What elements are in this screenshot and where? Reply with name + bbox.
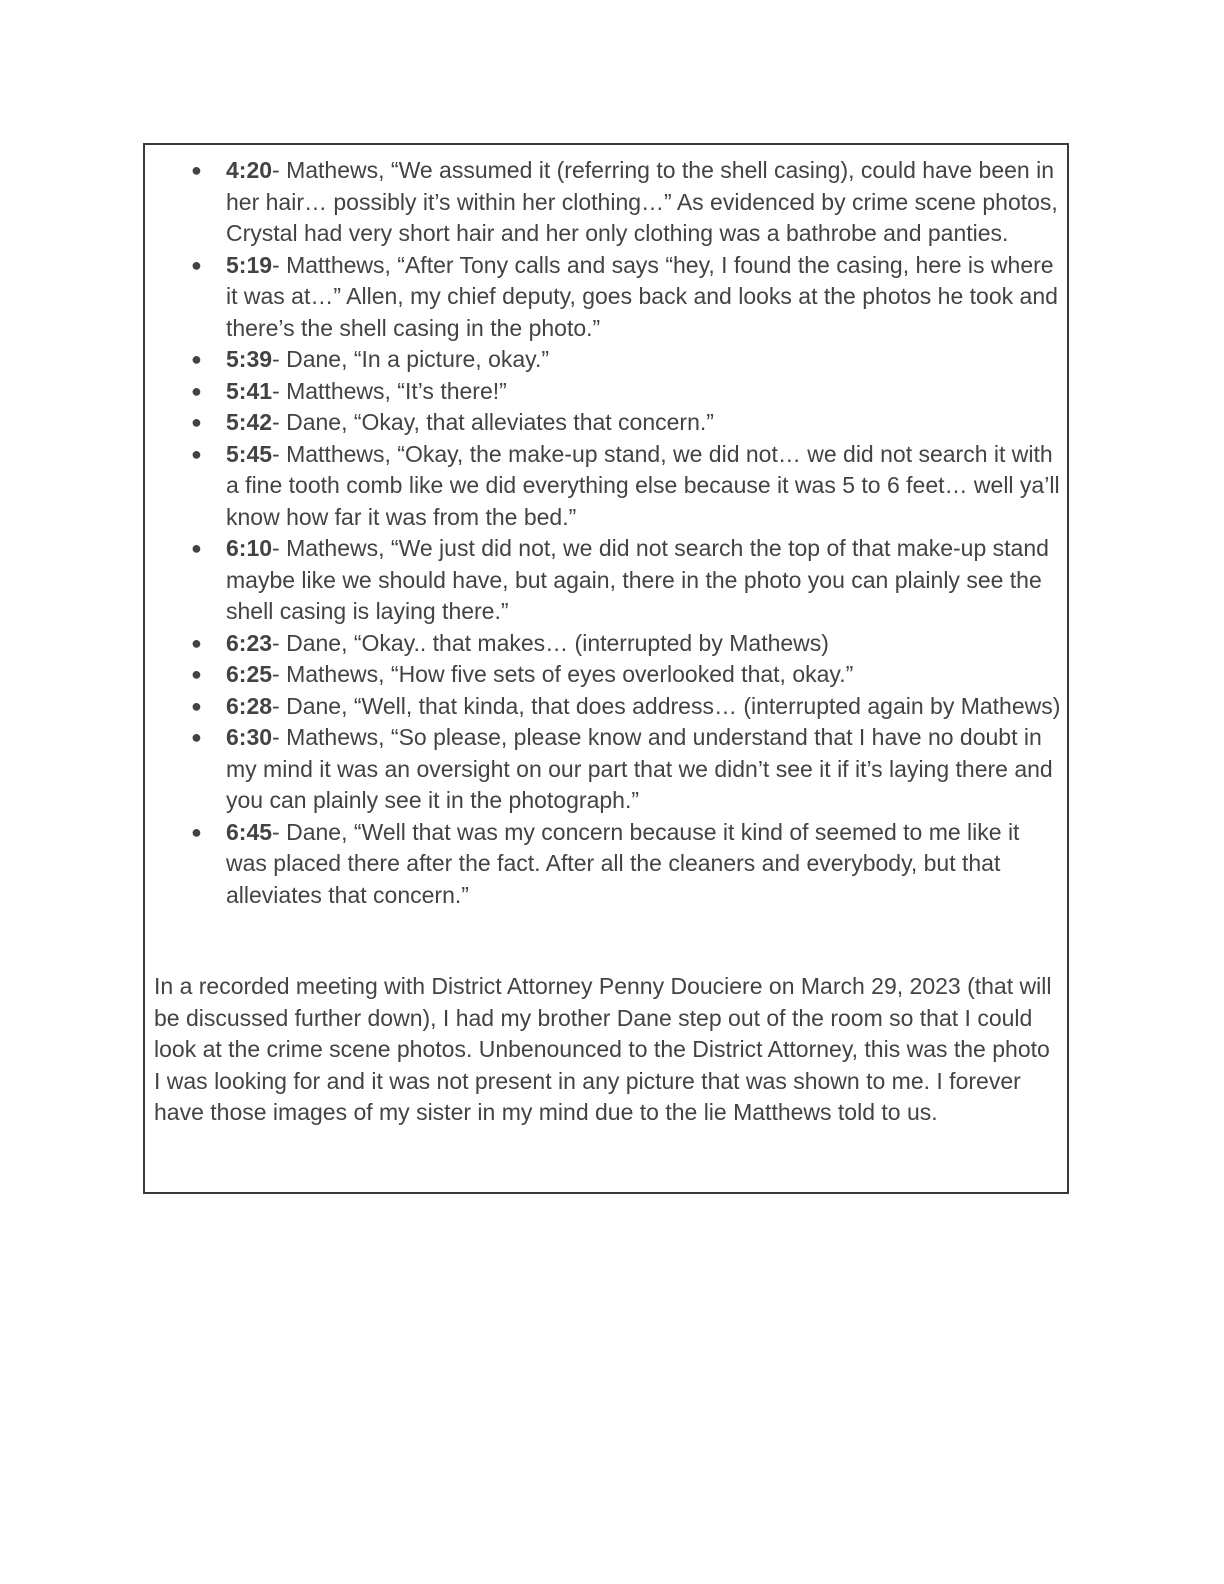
closing-paragraph: In a recorded meeting with District Attorney Penny Douciere on March 29, 2023 (that will be discussed further down), I had my brother Dane step out of the room so that I could look at the crime scene photos. Unbenounced to the District Attorney, this was the photo I was looking for and it was not present in any picture that was shown to me. I forever have those images of my sister in my mind due to the lie Matthews told to us. — [154, 973, 1052, 1125]
entry-text: - Dane, “In a picture, okay.” — [272, 346, 550, 372]
entry-text: - Mathews, “So please, please know and understand that I have no doubt in my mind it was an oversight on our part that we didn’t see it if it’s laying there and you can plainly see it in the photograph.” — [226, 724, 1053, 813]
list-item — [145, 659, 1069, 691]
entry-text: - Matthews, “Okay, the make-up stand, we did not… we did not search it with a fine tooth comb like we did everything else because it was 5 to 6 feet… well ya’ll know how far it was from the bed.” — [226, 440, 1060, 530]
entry-text: - Dane, “Well, that kinda, that does address… (interrupted again by Mathews) — [272, 692, 1061, 719]
bullet-icon: ● — [191, 349, 202, 369]
bullet-icon: ● — [191, 160, 202, 180]
timestamp: 6:25 — [226, 661, 273, 687]
entry-text: - Matthews, “It’s there!” — [272, 377, 507, 404]
entry-text: - Mathews, “We assumed it (referring to the shell casing), could have been in her hair… possibly it’s within her clothing…” As evidenced by crime scene photos, Crystal had very short hair and her only clothing was a bathrobe and panties. — [226, 157, 1058, 246]
timestamp: 6:10 — [226, 535, 273, 561]
list-item — [145, 439, 1069, 534]
bullet-icon: ● — [191, 254, 202, 275]
timestamp: 6:30 — [226, 724, 273, 750]
list-item — [145, 628, 1069, 660]
timestamp: 6:28 — [226, 692, 273, 719]
transcript-box — [143, 143, 1069, 1194]
entry-text: - Matthews, “After Tony calls and says “hey, I found the casing, here is where it was at…” Allen, my chief deputy, goes back and looks at the photos he took and there’s the shell casing in the photo.” — [226, 251, 1058, 341]
bullet-icon: ● — [191, 695, 202, 716]
list-item — [145, 344, 1069, 376]
timestamp: 5:19 — [226, 251, 273, 278]
list-item — [145, 691, 1069, 723]
bullet-icon: ● — [191, 727, 202, 747]
list-item — [145, 533, 1069, 628]
timestamp: 6:23 — [226, 629, 273, 656]
timestamp: 5:42 — [226, 409, 273, 435]
list-item — [145, 376, 1069, 408]
entry-text: - Dane, “Well that was my concern because it kind of seemed to me like it was placed there after the fact. After all the cleaners and everybody, but that alleviates that concern.” — [226, 818, 1020, 908]
timestamp: 6:45 — [226, 818, 273, 845]
list-item — [145, 155, 1069, 250]
entry-text: - Dane, “Okay.. that makes… (interrupted by Mathews) — [272, 629, 829, 656]
list-item — [145, 250, 1069, 345]
list-item — [145, 407, 1069, 439]
bullet-icon: ● — [191, 380, 202, 401]
timestamp: 5:41 — [226, 377, 273, 404]
bullet-icon: ● — [191, 538, 202, 558]
bullet-icon: ● — [191, 821, 202, 842]
entry-text: - Mathews, “How five sets of eyes overlooked that, okay.” — [272, 661, 854, 687]
entry-text: - Mathews, “We just did not, we did not search the top of that make-up stand maybe like we should have, but again, there in the photo you can plainly see the shell casing is laying there.” — [226, 535, 1049, 624]
timestamp: 5:39 — [226, 346, 273, 372]
bullet-icon: ● — [191, 412, 202, 432]
timestamp-list — [145, 155, 1069, 911]
timestamp: 4:20 — [226, 157, 273, 183]
bullet-icon: ● — [191, 632, 202, 653]
bullet-icon: ● — [191, 443, 202, 464]
timestamp: 5:45 — [226, 440, 273, 467]
list-item — [145, 722, 1069, 817]
bullet-icon: ● — [191, 664, 202, 684]
list-item — [145, 817, 1069, 912]
entry-text: - Dane, “Okay, that alleviates that concern.” — [272, 409, 714, 435]
